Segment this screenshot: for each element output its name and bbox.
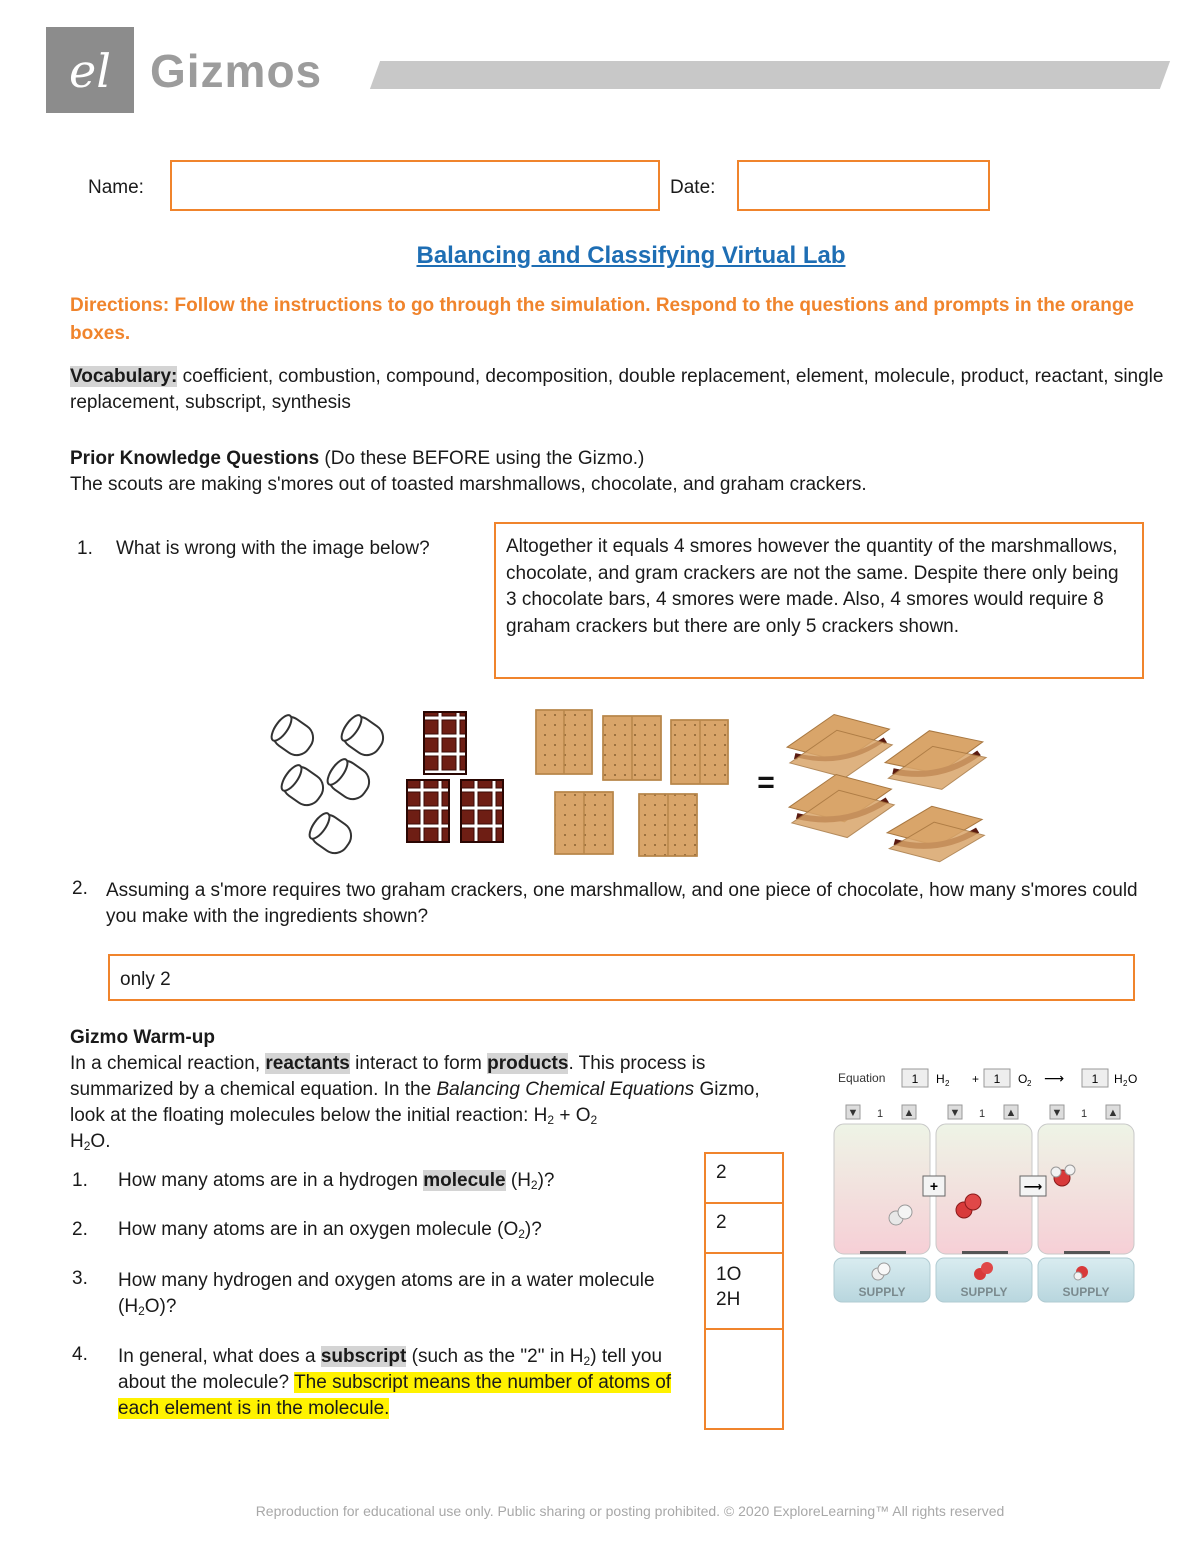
stepper-value: 1 [978,1108,986,1120]
term-reactants: reactants [265,1053,350,1074]
gizmo-simulation-panel [832,1062,1142,1307]
w-q4-end: ) tell you about the molecule? [118,1346,663,1393]
prior-intro: The scouts are making s'mores out of toasted marshmallows, chocolate, and graham crackers. [70,474,867,495]
w-q3-answer-line2: 2H [716,1289,741,1310]
stepper-value: 1 [876,1108,884,1120]
equation-plus: + [972,1072,980,1086]
name-input[interactable] [170,160,660,211]
supply-label: SUPPLY [1062,1285,1110,1299]
footer-copyright: Reproduction for educational use only. Public sharing or posting prohibited. © 2020 ExploreLearning™ All rights reserved [255,1503,1005,1519]
q1-answer-text: Altogether it equals 4 smores however the quantity of the marshmallows, chocolate, and gram crackers are not the same. Despite there only being 3 chocolate bars, 4 smores were made. Also, 4 smores would require 8 graham crackers but there are only 5 crackers shown. [506,536,1119,637]
name-label: Name: [88,177,144,198]
equation-label: Equation [838,1071,886,1085]
equation-arrow: ⟶ [1044,1071,1065,1087]
brand-name: Gizmos [150,45,323,97]
q1-text: What is wrong with the image below? [116,538,430,559]
w-q3-end: O)? [144,1296,177,1317]
w-q1-pre: How many atoms are in a hydrogen [118,1170,424,1191]
vocabulary-label: Vocabulary: [70,366,178,387]
vocabulary-terms: coefficient, combustion, compound, decomposition, double replacement, element, molecule, product, reactant, single replacement, subscript, synthesis [70,366,1164,413]
term-subscript: subscript [320,1346,407,1367]
el-logo-icon [46,27,134,113]
subscript: 2 [530,1178,538,1192]
coef-h2o: 1 [1091,1072,1099,1086]
oxygen-supply-icon [981,1262,993,1274]
species-h: H [936,1072,945,1086]
species-sub: 2 [1123,1079,1128,1088]
q1-number: 1. [77,538,93,559]
w-q3-answer-line1: 1O [716,1264,742,1285]
w-q4-post: (such as the "2" in H [406,1346,584,1367]
svg-text:▲: ▲ [1005,1107,1017,1119]
subscript: 2 [590,1113,598,1127]
w-q3-number: 3. [72,1268,88,1289]
species-sub: 2 [945,1079,950,1088]
warmup-intro-part: . This process is summarized by a chemical equation. In the [70,1053,706,1100]
supply-label: SUPPLY [858,1285,906,1299]
w-q1-answer: 2 [716,1162,727,1183]
warmup-intro-part: In a chemical reaction, [70,1053,266,1074]
species-o: O [1018,1072,1028,1086]
coef-o2: 1 [993,1072,1001,1086]
gizmos-logo [46,27,134,113]
w-q1-post: (H [505,1170,531,1191]
w-q2-text [118,1219,688,1241]
svg-text:▲: ▲ [1107,1107,1119,1119]
w-q3-pre: How many hydrogen and oxygen atoms are in a water molecule (H [118,1270,655,1317]
coef-h2: 1 [911,1072,919,1086]
smores-illustration [260,700,1000,870]
warmup-intro-part: Gizmo, look at the floating molecules below the initial reaction: H [70,1079,760,1126]
stepper-value: 1 [1080,1108,1088,1120]
w-q3-answer-box[interactable] [704,1252,784,1330]
vocabulary-paragraph [70,364,1170,416]
w-q2-number: 2. [72,1219,88,1240]
warmup-intro: In a chemical reaction, reactants interact to form products. This process is summarized by a chemical equation. In the Balancing Chemical Equations Gizmo, look at the floating molecules below the initial reaction: $H_2 + O_2$ $H_2O$. [70,1053,760,1153]
species-sub: 2 [1027,1079,1032,1088]
svg-text:el: el [69,44,111,98]
prior-knowledge-note: (Do these BEFORE using the Gizmo.) [319,448,645,469]
gizmo-name: Balancing Chemical Equations [436,1079,695,1100]
supply-label: SUPPLY [960,1285,1008,1299]
q2-number: 2. [72,878,88,899]
chamber-base [1064,1251,1110,1254]
svg-text:▼: ▼ [1051,1107,1063,1119]
plus-button-label: + [929,1178,939,1194]
chamber-base [860,1251,906,1254]
chocolate-icon [407,712,503,842]
w-q4-answer-highlight: The subscript means the number of atoms of each element is in the molecule. [118,1372,672,1419]
w-q4-number: 4. [72,1344,88,1365]
equals-sign: = [757,766,775,799]
term-molecule: molecule [423,1170,506,1191]
svg-text:▼: ▼ [847,1107,859,1119]
arrow-button-label: ⟶ [1023,1180,1043,1195]
species-h: H [1114,1072,1123,1086]
subscript: 2 [518,1227,525,1241]
svg-text:▼: ▼ [949,1107,961,1119]
svg-text:▲: ▲ [903,1107,915,1119]
directions-text: Directions: Follow the instructions to go through the simulation. Respond to the questions and prompts in the orange boxes. [70,295,1134,344]
w-q1-answer-box[interactable] [704,1152,784,1204]
w-q4-pre: In general, what does a [118,1346,321,1367]
graham-cracker-icon [536,710,728,856]
warmup-heading: Gizmo Warm-up [70,1027,215,1048]
prior-knowledge-heading-line [70,446,1170,472]
warmup-intro-part: interact to form [349,1053,488,1074]
w-q1-end: )? [537,1170,555,1191]
water-supply-icon [1074,1272,1082,1280]
subscript: 2 [547,1113,555,1127]
date-label: Date: [670,177,716,198]
term-products: products [487,1053,569,1074]
subscript: 2 [583,1354,591,1368]
q2-answer-box[interactable] [108,954,1135,1001]
warmup-intro-part: O. [90,1131,111,1152]
w-q4-text [118,1344,678,1422]
date-input[interactable] [737,160,990,211]
reactant-chamber [936,1124,1032,1254]
marshmallow-icon [267,711,388,858]
species-o: O [1128,1072,1138,1086]
header-bar [370,61,1170,89]
w-q2-pre: How many atoms are in an oxygen molecule (O [118,1219,519,1240]
product-chamber [1038,1124,1134,1254]
q2-text: Assuming a s'more requires two graham crackers, one marshmallow, and one piece of chocolate, how many s'mores could you make with the ingredients shown? [106,880,1138,927]
w-q2-end: )? [524,1219,542,1240]
reactant-chamber [834,1124,930,1254]
smore-icon [783,705,991,868]
subscript: 2 [138,1304,145,1318]
page-title: Balancing and Classifying Virtual Lab [416,242,846,269]
q1-answer-box[interactable] [494,522,1144,679]
w-q1-number: 1. [72,1170,88,1191]
hydrogen-supply-icon [878,1263,890,1275]
w-q3-text [118,1268,678,1320]
chamber-base [962,1251,1008,1254]
warmup-intro-part: + O [554,1105,591,1126]
w-q2-answer: 2 [716,1212,727,1233]
w-q2-answer-box[interactable] [704,1202,784,1254]
w-q4-answer-box[interactable] [704,1328,784,1430]
q2-answer-text: only 2 [120,969,171,990]
prior-knowledge-heading: Prior Knowledge Questions [70,448,320,469]
subscript: 2 [83,1139,91,1153]
w-q1-text [118,1170,688,1192]
gizmo-panel-graphic [832,1062,1142,1307]
